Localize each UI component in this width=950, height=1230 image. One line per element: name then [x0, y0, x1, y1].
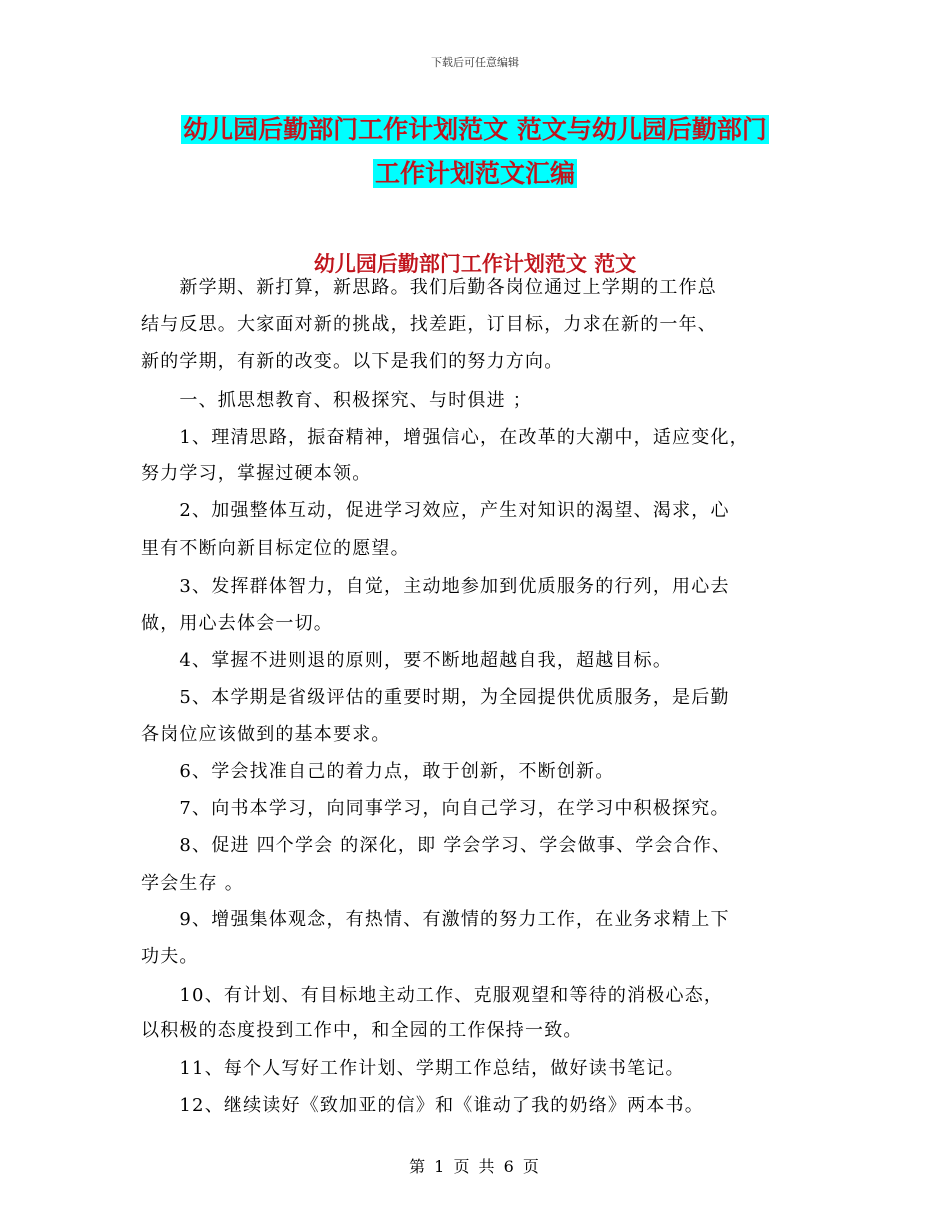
paragraph-line: 10、有计划、有目标地主动工作、克服观望和等待的消极心态， — [141, 985, 724, 1006]
document-title-line-2 — [0, 156, 950, 192]
paragraph-line: 3、发挥群体智力，自觉，主动地参加到优质服务的行列，用心去 — [141, 576, 730, 597]
section-title: 幼儿园后勤部门工作计划范文 范文 — [313, 252, 637, 276]
paragraph-line: 努力学习，掌握过硬本领。 — [141, 463, 372, 484]
paragraph-line: 1、理清思路，振奋精神，增强信心，在改革的大潮中，适应变化， — [141, 427, 749, 448]
document-title-line-2-text: 工作计划范文汇编 — [374, 159, 575, 188]
paragraph-line: 6、学会找准自己的着力点，敢于创新，不断创新。 — [141, 761, 615, 782]
document-title-line-1 — [0, 112, 950, 148]
paragraph-line: 7、向书本学习，向同事学习，向自己学习，在学习中积极探究。 — [141, 798, 730, 819]
paragraph-line: 做，用心去体会一切。 — [141, 613, 333, 634]
paragraph-line: 4、掌握不进则退的原则，要不断地超越自我，超越目标。 — [141, 650, 673, 671]
document-title-line-1-text: 幼儿园后勤部门工作计划范文 范文与幼儿园后勤部门 — [183, 115, 767, 144]
paragraph-line: 一、抓思想教育、积极探究、与时俱进 ； — [141, 390, 532, 411]
paragraph-line: 12、继续读好《致加亚的信》和《谁动了我的奶络》两本书。 — [141, 1095, 704, 1116]
paragraph-line: 9、增强集体观念，有热情、有激情的努力工作，在业务求精上下 — [141, 909, 730, 930]
paragraph-line: 结与反思。大家面对新的挑战，找差距，订目标，力求在新的一年、 — [141, 314, 717, 335]
header-note: 下载后可任意编辑 — [431, 56, 519, 69]
paragraph-line: 里有不断向新目标定位的愿望。 — [141, 538, 410, 559]
paragraph-line: 新学期、新打算，新思路。我们后勤各岗位通过上学期的工作总 — [141, 277, 717, 298]
paragraph-line: 功夫。 — [141, 946, 199, 967]
paragraph-line: 新的学期，有新的改变。以下是我们的努力方向。 — [141, 351, 564, 372]
page-footer: 第 1 页 共 6 页 — [409, 1157, 541, 1176]
paragraph-line: 学会生存 。 — [141, 873, 244, 894]
paragraph-line: 11、每个人写好工作计划、学期工作总结，做好读书笔记。 — [141, 1058, 685, 1079]
paragraph-line: 以积极的态度投到工作中，和全园的工作保持一致。 — [141, 1020, 583, 1041]
paragraph-line: 5、本学期是省级评估的重要时期，为全园提供优质服务，是后勤 — [141, 687, 730, 708]
paragraph-line: 8、促进 四个学会 的深化，即 学会学习、学会做事、学会合作、 — [141, 835, 732, 856]
paragraph-line: 各岗位应该做到的基本要求。 — [141, 724, 391, 745]
paragraph-line: 2、加强整体互动，促进学习效应，产生对知识的渴望、渴求，心 — [141, 500, 730, 521]
